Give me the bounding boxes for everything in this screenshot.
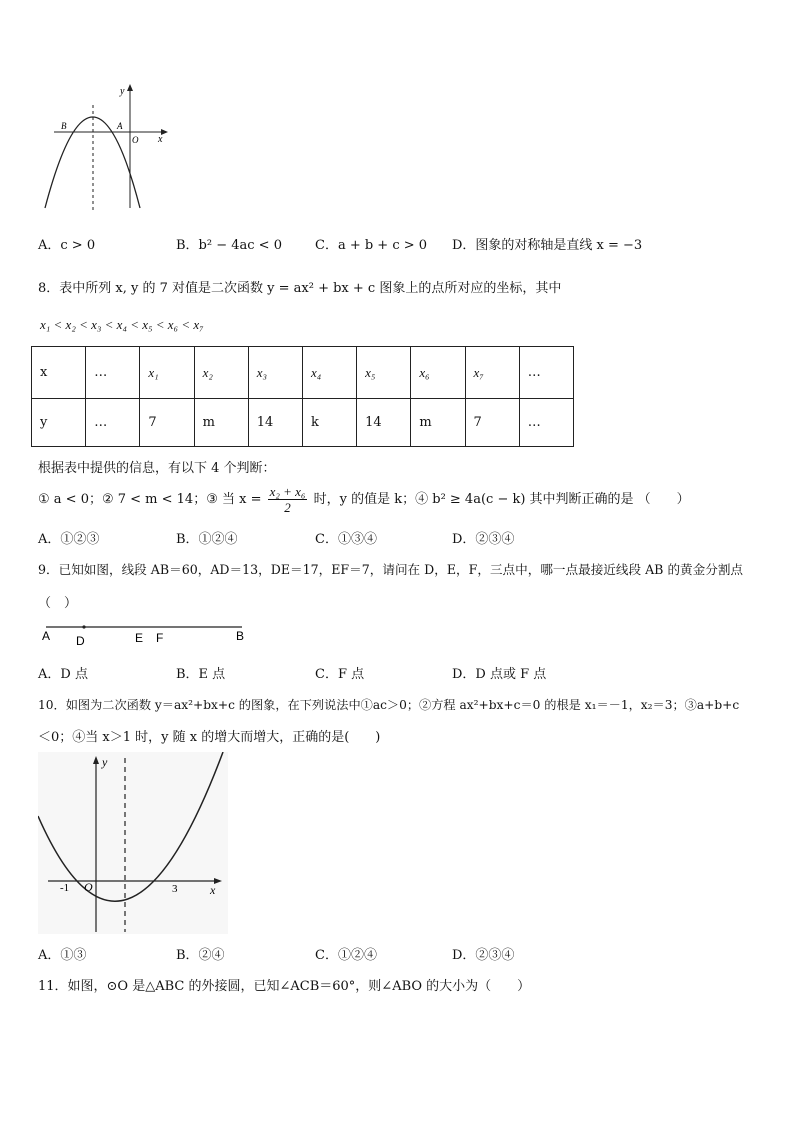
q8-option-a: A．①②③: [38, 532, 100, 547]
table-cell: y: [32, 399, 86, 447]
table-cell: x₃: [248, 347, 302, 399]
table-cell: m: [411, 399, 465, 447]
q8-fraction-numerator: x₂ + x₆: [269, 484, 306, 499]
q10-option-d: D．②③④: [452, 948, 515, 963]
q9-label-a: A: [42, 629, 51, 643]
table-cell: x₇: [465, 347, 519, 399]
q8-judgements: [38, 484, 690, 516]
q9-segment-diagram: [36, 618, 256, 650]
q10-label-o: O: [84, 880, 93, 894]
q9-label-b: B: [236, 629, 245, 643]
q10-parabola-graph: [38, 752, 228, 934]
table-cell: m: [194, 399, 248, 447]
q9-label-e: E: [135, 631, 144, 645]
q7-label-o: O: [132, 135, 139, 145]
q10-option-a: A．①③: [38, 948, 87, 963]
table-cell: …: [519, 347, 573, 399]
q10-label-minus-one: -1: [60, 882, 70, 894]
q7-label-b: B: [61, 121, 67, 131]
q9-option-b: B．E 点: [176, 667, 226, 682]
q10-label-three: 3: [172, 883, 178, 895]
q9-paren: （ ）: [38, 596, 78, 611]
table-cell: 7: [465, 399, 519, 447]
q8-option-b: B．①②④: [176, 532, 238, 547]
table-cell: k: [302, 399, 356, 447]
table-cell: x: [32, 347, 86, 399]
table-cell: 14: [248, 399, 302, 447]
q9-label-d: D: [76, 634, 85, 648]
q8-judge-part2: 时，y 的值是 k；④ b² ≥ 4a(c − k) 其中判断正确的是 （ ）: [313, 492, 690, 507]
q10-label-y: y: [102, 755, 108, 769]
q10-stem-line1: 10．如图为二次函数 y＝ax²+bx+c 的图象，在下列说法中①ac＞0；②方程 ax²+bx+c＝0 的根是 x₁＝－1，x₂＝3；③a+b+c: [38, 698, 740, 712]
table-row: [32, 347, 574, 399]
q7-option-c: C．a + b + c > 0: [315, 238, 428, 253]
q9-option-d: D．D 点或 F 点: [452, 667, 547, 682]
q10-option-b: B．②④: [176, 948, 225, 963]
q8-option-d: D．②③④: [452, 532, 515, 547]
q8-judge-part1: ① a < 0；② 7 < m < 14；③ 当 x =: [38, 492, 262, 507]
table-cell: …: [519, 399, 573, 447]
q7-parabola-graph: [40, 80, 180, 215]
q11-stem: 11．如图，⊙O 是△ABC 的外接圆，已知∠ACB＝60°，则∠ABO 的大小为（ ）: [38, 979, 531, 994]
q7-option-d: D．图象的对称轴是直线 x = −3: [452, 238, 643, 253]
q8-option-c: C．①③④: [315, 532, 377, 547]
table-cell: x₄: [302, 347, 356, 399]
q9-label-f: F: [156, 631, 164, 645]
table-row: [32, 399, 574, 447]
table-cell: x₁: [140, 347, 194, 399]
q8-fraction-denominator: 2: [284, 500, 291, 515]
q8-condition: x₁ < x₂ < x₃ < x₄ < x₅ < x₆ < x₇: [40, 317, 204, 332]
q8-stem: 8．表中所列 x, y 的 7 对值是二次函数 y = ax² + bx + c 图象上的点所对应的坐标，其中: [38, 281, 562, 296]
q9-stem: 9．已知如图，线段 AB＝60，AD＝13，DE＝17，EF＝7，请问在 D，E，F，三点中，哪一点最接近线段 AB 的黄金分割点: [38, 562, 744, 577]
q9-option-a: A．D 点: [38, 667, 88, 682]
q9-option-c: C．F 点: [315, 667, 365, 682]
q8-intro: 根据表中提供的信息，有以下 4 个判断：: [38, 461, 276, 476]
table-cell: …: [86, 399, 140, 447]
table-cell: x₆: [411, 347, 465, 399]
q7-option-a: A．c > 0: [38, 238, 96, 253]
table-cell: 14: [357, 399, 411, 447]
q8-fraction: [268, 484, 308, 515]
table-cell: x₅: [357, 347, 411, 399]
q8-value-table: [31, 346, 574, 447]
table-cell: 7: [140, 399, 194, 447]
q7-option-b: B．b² − 4ac < 0: [176, 238, 282, 253]
q7-label-y: y: [120, 86, 125, 97]
table-cell: x₂: [194, 347, 248, 399]
q7-label-x: x: [158, 134, 163, 145]
q10-stem-line2: ＜0；④当 x＞1 时，y 随 x 的增大而增大，正确的是( ): [38, 730, 381, 745]
table-cell: …: [86, 347, 140, 399]
q7-label-a: A: [117, 121, 123, 131]
q10-option-c: C．①②④: [315, 948, 377, 963]
q10-label-x: x: [210, 883, 216, 897]
